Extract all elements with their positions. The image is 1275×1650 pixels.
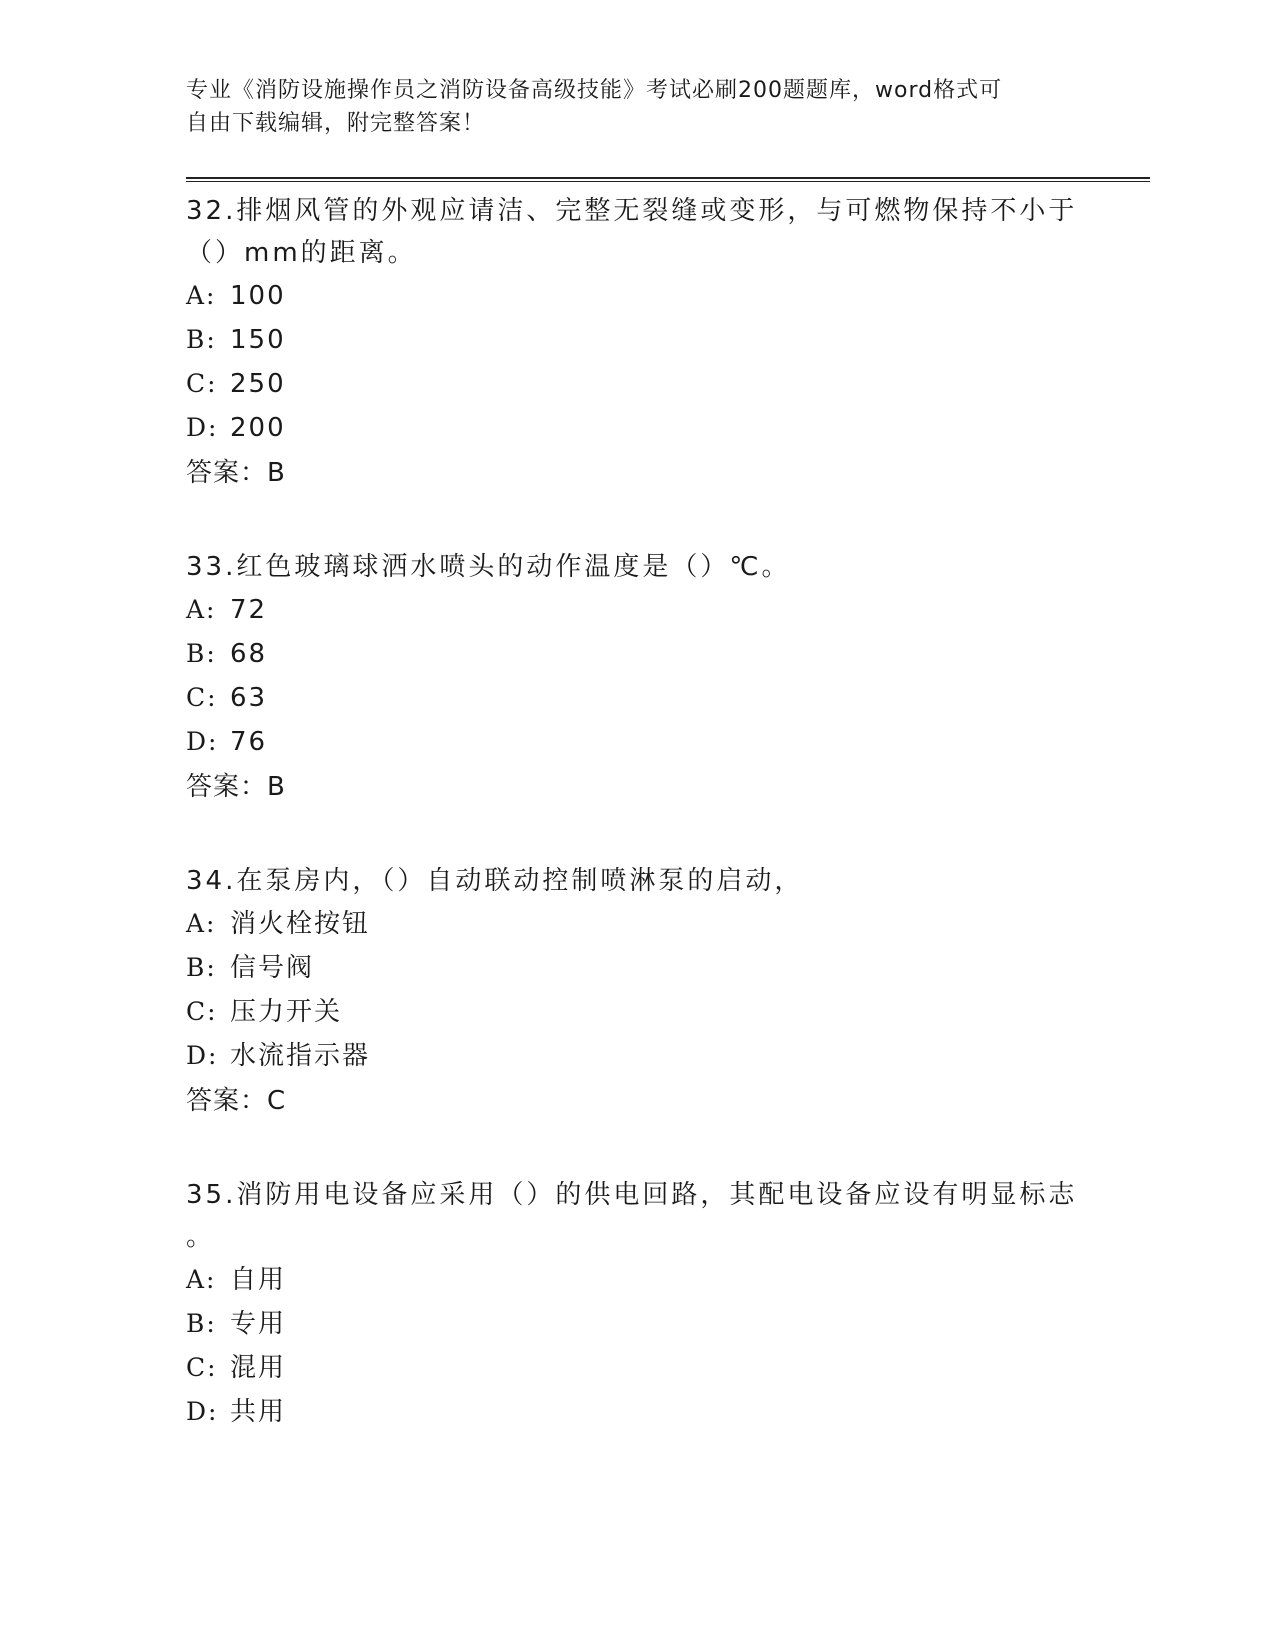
option-a (186, 902, 1086, 946)
option-d (186, 1390, 1086, 1434)
option-key: D: (186, 727, 219, 756)
question-34 (186, 856, 1086, 1124)
option-text: 压力开关 (230, 997, 343, 1027)
option-c (186, 990, 1086, 1034)
option-text: 250 (230, 369, 286, 399)
option-key: A: (186, 281, 217, 310)
option-key: B: (186, 325, 217, 354)
option-key: C: (186, 1353, 218, 1382)
option-b (186, 1302, 1086, 1346)
option-d (186, 720, 1086, 764)
question-stem (186, 856, 1086, 902)
question-stem-line-2: （）mm的距离。 (186, 238, 417, 268)
option-key: D: (186, 1397, 219, 1426)
option-key: C: (186, 997, 218, 1026)
question-33 (186, 542, 1086, 810)
question-35 (186, 1170, 1086, 1434)
option-c (186, 1346, 1086, 1390)
option-b (186, 946, 1086, 990)
option-text: 水流指示器 (230, 1041, 371, 1071)
option-text: 专用 (230, 1309, 287, 1339)
option-b (186, 632, 1086, 676)
page-header (186, 74, 1066, 140)
option-text: 150 (230, 325, 286, 355)
option-d (186, 406, 1086, 450)
question-list (186, 186, 1086, 1434)
option-key: A: (186, 595, 217, 624)
answer-line: 答案：C (186, 1086, 287, 1116)
question-stem-line-1: 32.排烟风管的外观应请洁、完整无裂缝或变形，与可燃物保持不小于 (186, 196, 1078, 226)
option-text: 混用 (230, 1353, 287, 1383)
option-key: C: (186, 683, 218, 712)
question-stem (186, 1170, 1086, 1258)
option-a (186, 1258, 1086, 1302)
option-text: 72 (230, 595, 268, 625)
option-key: D: (186, 413, 219, 442)
option-text: 消火栓按钮 (230, 909, 371, 939)
option-text: 63 (230, 683, 268, 713)
question-stem-line-1: 33.红色玻璃球洒水喷头的动作温度是（）℃。 (186, 552, 791, 582)
option-c (186, 362, 1086, 406)
option-b (186, 318, 1086, 362)
option-text: 76 (230, 727, 268, 757)
option-text: 自用 (230, 1265, 287, 1295)
option-a (186, 588, 1086, 632)
question-32 (186, 186, 1086, 496)
option-d (186, 1034, 1086, 1078)
question-stem (186, 542, 1086, 588)
question-stem-line-1: 35.消防用电设备应采用（）的供电回路，其配电设备应设有明显标志 (186, 1180, 1078, 1210)
option-text: 共用 (230, 1397, 287, 1427)
option-key: A: (186, 909, 217, 938)
header-title-line-2: 自由下载编辑，附完整答案！ (186, 111, 486, 136)
option-c (186, 676, 1086, 720)
option-key: B: (186, 639, 217, 668)
option-key: C: (186, 369, 218, 398)
option-key: B: (186, 1309, 217, 1338)
option-text: 信号阀 (230, 953, 315, 983)
option-text: 68 (230, 639, 268, 669)
option-key: D: (186, 1041, 219, 1070)
header-divider (186, 177, 1150, 182)
option-text: 200 (230, 413, 286, 443)
answer-line: 答案：B (186, 772, 286, 802)
option-text: 100 (230, 281, 286, 311)
answer-line: 答案：B (186, 458, 286, 488)
question-stem-line-1: 34.在泵房内，（）自动联动控制喷淋泵的启动， (186, 866, 804, 896)
question-stem-line-2: 。 (186, 1222, 216, 1252)
option-key: B: (186, 953, 217, 982)
option-key: A: (186, 1265, 217, 1294)
question-stem (186, 186, 1086, 274)
header-title-line-1: 专业《消防设施操作员之消防设备高级技能》考试必刷200题题库，word格式可 (186, 78, 1003, 103)
option-a (186, 274, 1086, 318)
